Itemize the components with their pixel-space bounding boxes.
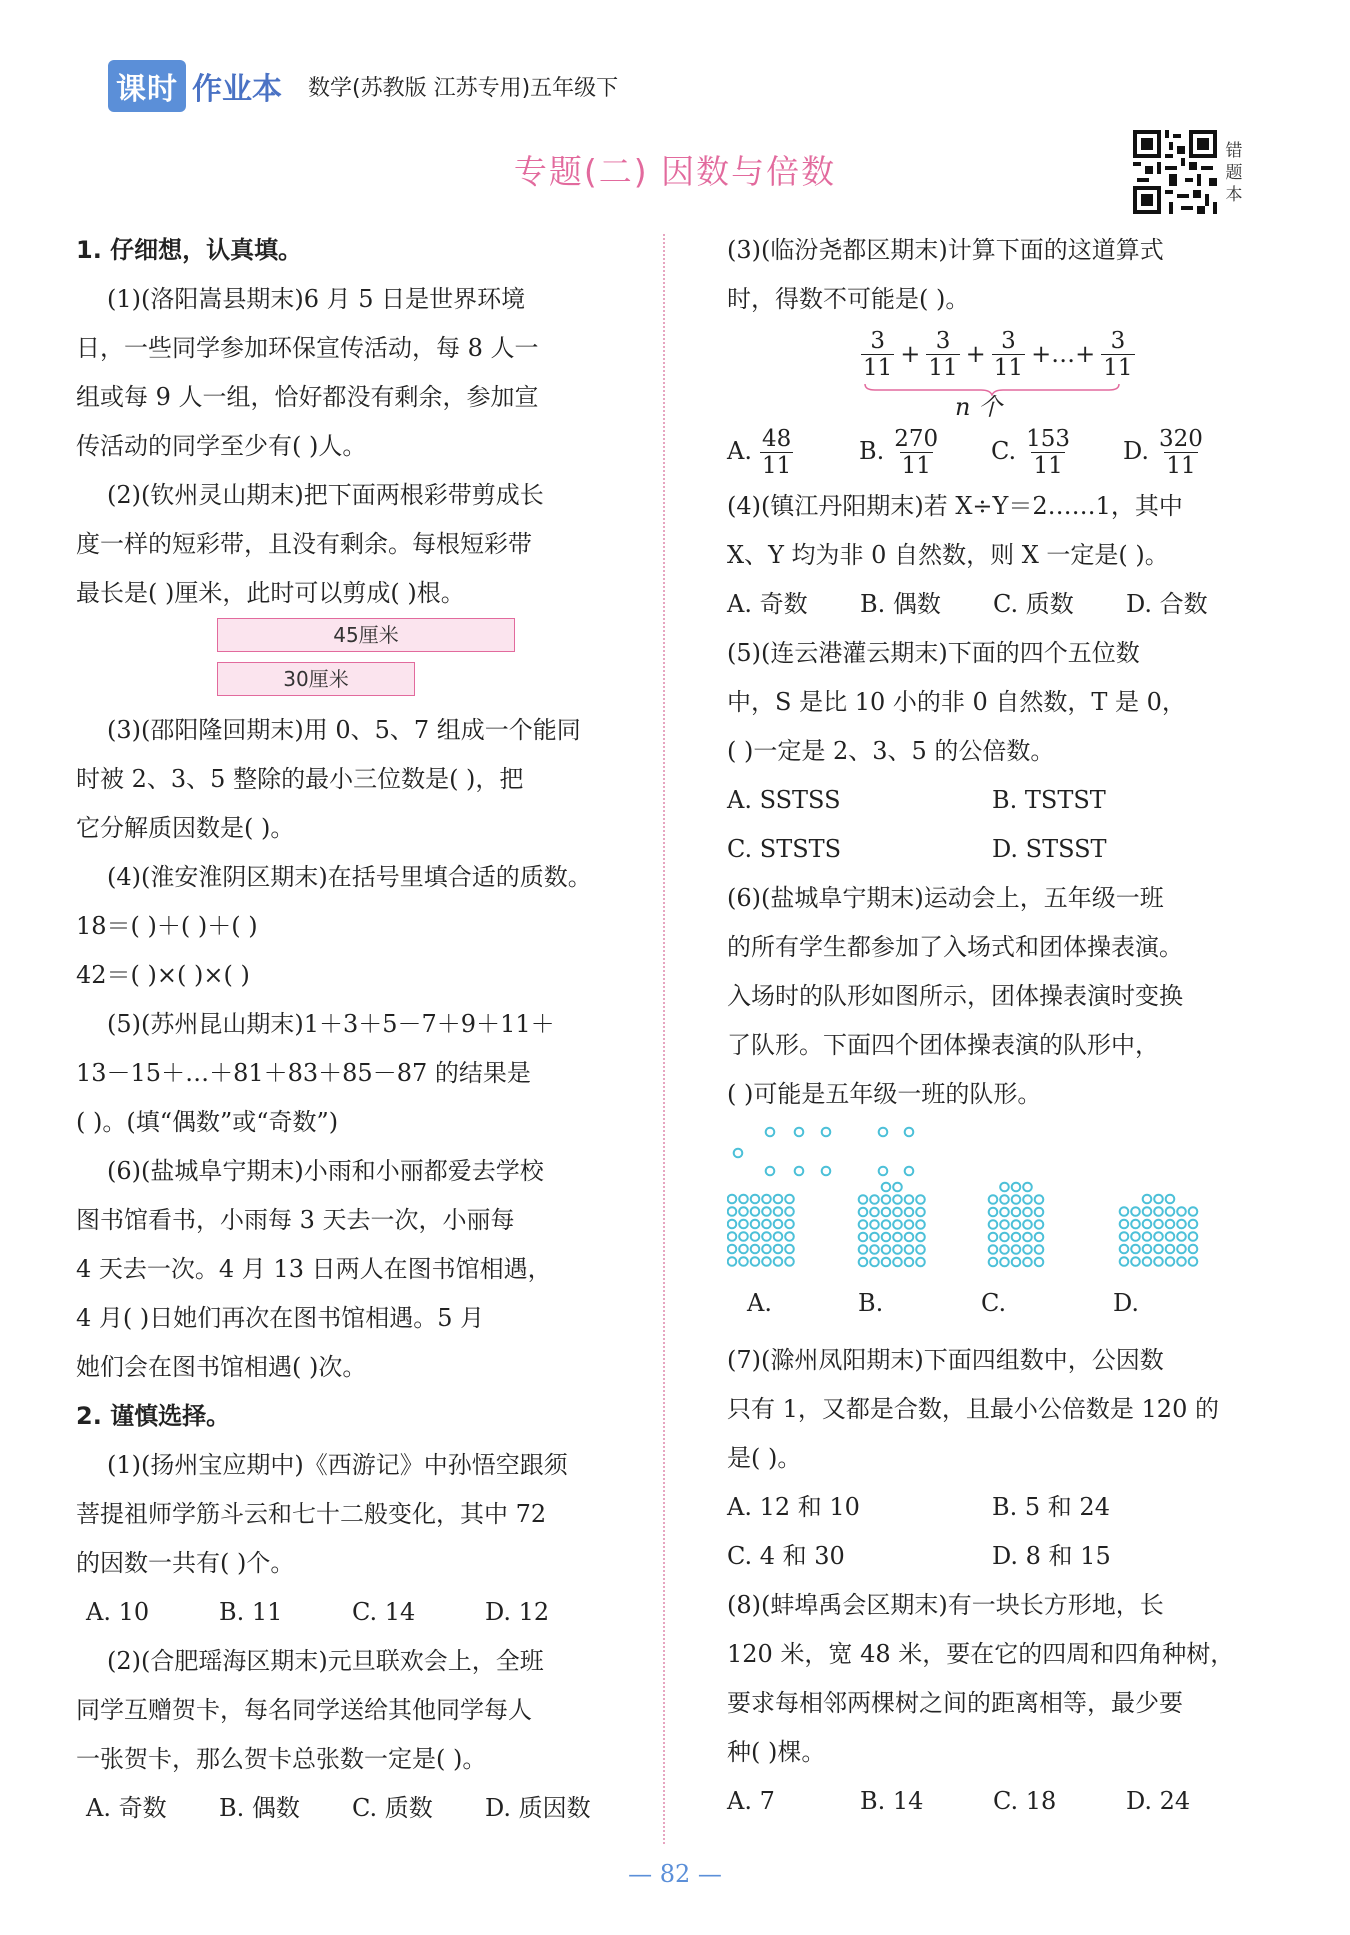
formation-dot: [1189, 1245, 1198, 1254]
formation-dot: [1143, 1220, 1152, 1229]
option-d[interactable]: D. 合数: [1126, 590, 1208, 618]
formation-dot: [916, 1245, 925, 1254]
question-line: 的所有学生都参加了入场式和团体操表演。: [727, 933, 1183, 961]
formation-dot: [859, 1220, 868, 1229]
formation-dot: [1035, 1220, 1044, 1229]
option-a[interactable]: C. 4 和 30: [727, 1542, 845, 1570]
formation-dot: [739, 1195, 748, 1204]
formation-dot: [766, 1128, 775, 1137]
formation-dot: [905, 1258, 914, 1267]
formation-dot: [1000, 1195, 1009, 1204]
formation-dot: [766, 1167, 775, 1176]
ribbon-bar: 30厘米: [217, 662, 415, 696]
formation-dot: [989, 1220, 998, 1229]
formation-dot: [1012, 1183, 1021, 1192]
formation-dot: [739, 1245, 748, 1254]
formation-dot: [882, 1245, 891, 1254]
fraction: $\frac{153}{11}$: [1026, 425, 1071, 479]
question-3-line: (3)(临汾尧都区期末)计算下面的这道算式: [727, 236, 1164, 264]
question-line: 度一样的短彩带，且没有剩余。每根短彩带: [76, 530, 532, 558]
formation-dot: [989, 1233, 998, 1242]
formation-dot: [774, 1232, 783, 1241]
question-line: 种( )棵。: [727, 1738, 826, 1766]
question-line: 日，一些同学参加环保宣传活动，每 8 人一: [76, 334, 539, 362]
formation-dot: [1012, 1195, 1021, 1204]
formation-dot: [774, 1207, 783, 1216]
formation-dot: [893, 1220, 902, 1229]
formation-dot: [1000, 1258, 1009, 1267]
question-3-line: 时，得数不可能是( )。: [727, 285, 970, 313]
formation-dot: [785, 1257, 794, 1266]
formation-dot: [1177, 1220, 1186, 1229]
formation-dot: [882, 1183, 891, 1192]
formation-dot: [1143, 1195, 1152, 1204]
qr-label: 错题本: [1225, 141, 1243, 205]
fraction-sum-expression: [727, 324, 1257, 422]
formation-dot: [1154, 1220, 1163, 1229]
fraction: $\frac{3}{11}$: [863, 328, 893, 381]
formation-dot: [1131, 1207, 1140, 1216]
formation-dot: [1035, 1233, 1044, 1242]
formation-dot: [1012, 1233, 1021, 1242]
formation-dot: [1143, 1207, 1152, 1216]
formation-dot: [1035, 1258, 1044, 1267]
formation-dot: [1000, 1245, 1009, 1254]
figure-label-b: B.: [858, 1289, 884, 1317]
figure-label-a: A.: [747, 1289, 772, 1317]
formation-dot: [762, 1220, 771, 1229]
formation-dot: [795, 1167, 804, 1176]
formation-dot: [893, 1208, 902, 1217]
question-line: 18＝( )＋( )＋( ): [76, 912, 258, 940]
question-line: ( )。(填“偶数”或“奇数”): [76, 1108, 339, 1136]
question-line: 要求每相邻两棵树之间的距离相等，最少要: [727, 1689, 1183, 1717]
formation-dot: [905, 1195, 914, 1204]
option-a[interactable]: A. SSTSS: [727, 786, 841, 814]
option-b[interactable]: B. TSTST: [992, 786, 1106, 814]
formation-dot: [728, 1207, 737, 1216]
question-line: 它分解质因数是( )。: [76, 814, 295, 842]
section-heading: 1. 仔细想，认真填。: [76, 236, 303, 264]
formation-dot: [734, 1149, 743, 1158]
formation-dot: [916, 1208, 925, 1217]
option-c[interactable]: C. 质数: [993, 590, 1074, 618]
n-count-label: n 个: [955, 393, 1003, 421]
option-a[interactable]: A. 10: [86, 1598, 150, 1626]
question-line: ( )一定是 2、3、5 的公倍数。: [727, 737, 1055, 765]
option-c[interactable]: C. 14: [352, 1598, 416, 1626]
formation-dot: [1189, 1257, 1198, 1266]
formation-dot: [905, 1167, 914, 1176]
option-a[interactable]: A. 7: [727, 1787, 775, 1815]
formation-dot: [859, 1233, 868, 1242]
formation-dot: [1120, 1245, 1129, 1254]
question-line: 4 天去一次。4 月 13 日两人在图书馆相遇，: [76, 1255, 552, 1283]
option-b[interactable]: B. 5 和 24: [992, 1493, 1110, 1521]
answer-options: [727, 1777, 1257, 1826]
formation-dot: [785, 1207, 794, 1216]
formation-dot: [1131, 1245, 1140, 1254]
page-number: — 82 —: [628, 1860, 722, 1888]
formation-dot: [1166, 1257, 1175, 1266]
formation-dot: [1154, 1232, 1163, 1241]
formation-dot: [916, 1220, 925, 1229]
formation-dot: [870, 1195, 879, 1204]
formation-dot: [785, 1232, 794, 1241]
formation-dot: [882, 1258, 891, 1267]
formation-dot: [751, 1232, 760, 1241]
formation-dot: [1177, 1232, 1186, 1241]
page-title: 专题(二) 因数与倍数: [513, 152, 837, 191]
formation-dot: [762, 1207, 771, 1216]
option-b[interactable]: B. 14: [860, 1787, 924, 1815]
formation-dot: [1000, 1233, 1009, 1242]
option-c[interactable]: C. 18: [993, 1787, 1057, 1815]
option-b[interactable]: B. $\frac{270}{11}$: [859, 425, 939, 479]
formation-dot: [1166, 1195, 1175, 1204]
question-line: 120 米，宽 48 米，要在它的四周和四角种树，: [727, 1640, 1235, 1668]
option-b[interactable]: D. STSST: [992, 835, 1107, 863]
option-d[interactable]: D. 12: [485, 1598, 550, 1626]
fraction: $\frac{3}{11}$: [1103, 328, 1133, 381]
option-a[interactable]: C. STSTS: [727, 835, 842, 863]
question-line: 同学互赠贺卡，每名同学送给其他同学每人: [76, 1696, 532, 1724]
option-b[interactable]: D. 8 和 15: [992, 1542, 1111, 1570]
question-line: (3)(邵阳隆回期末)用 0、5、7 组成一个能同: [107, 716, 581, 744]
question-3-options: [727, 422, 1257, 482]
option-a[interactable]: A. $\frac{48}{11}$: [727, 425, 792, 479]
formation-dot: [882, 1220, 891, 1229]
option-a[interactable]: A. 奇数: [727, 590, 808, 618]
formation-dot: [989, 1245, 998, 1254]
formation-dot: [870, 1245, 879, 1254]
question-line: (7)(滁州凤阳期末)下面四组数中，公因数: [727, 1346, 1164, 1374]
question-line: (6)(盐城阜宁期末)运动会上，五年级一班: [727, 884, 1164, 912]
formation-dot: [728, 1220, 737, 1229]
fraction: $\frac{3}{11}$: [993, 328, 1024, 381]
formation-dot: [1023, 1208, 1032, 1217]
answer-options: [76, 1588, 636, 1637]
book-info: 数学(苏教版 江苏专用)五年级下: [308, 75, 619, 101]
option-b[interactable]: B. 偶数: [219, 1794, 300, 1822]
formation-dot: [893, 1195, 902, 1204]
formation-dot: [1012, 1208, 1021, 1217]
formation-dot: [1012, 1245, 1021, 1254]
formation-dot: [989, 1258, 998, 1267]
option-c[interactable]: C. 质数: [352, 1794, 433, 1822]
question-line: 了队形。下面四个团体操表演的队形中，: [727, 1031, 1159, 1059]
formation-dot: [1000, 1183, 1009, 1192]
question-line: 时被 2、3、5 整除的最小三位数是( )，把: [76, 765, 524, 793]
question-line: ( )可能是五年级一班的队形。: [727, 1080, 1042, 1108]
formation-dot: [739, 1257, 748, 1266]
formation-dot: [1143, 1245, 1152, 1254]
ribbon-bar: 45厘米: [217, 618, 515, 652]
formation-dot: [1166, 1207, 1175, 1216]
formation-dot: [762, 1232, 771, 1241]
option-d[interactable]: D. 质因数: [485, 1794, 591, 1822]
formation-dot: [739, 1207, 748, 1216]
formation-dot: [1189, 1207, 1198, 1216]
formation-dot: [893, 1183, 902, 1192]
question-line: 只有 1，又都是合数，且最小公倍数是 120 的: [727, 1395, 1219, 1423]
answer-options: [727, 1532, 1257, 1581]
question-line: (2)(钦州灵山期末)把下面两根彩带剪成长: [107, 481, 544, 509]
question-line: 入场时的队形如图所示，团体操表演时变换: [727, 982, 1183, 1010]
formation-dot: [1012, 1220, 1021, 1229]
question-line: 图书馆看书，小雨每 3 天去一次，小丽每: [76, 1206, 515, 1234]
formation-dot: [916, 1258, 925, 1267]
answer-options: [727, 825, 1257, 874]
question-line: 4 月( )日她们再次在图书馆相遇。5 月: [76, 1304, 485, 1332]
figure-label-c: C.: [981, 1289, 1007, 1317]
formation-dot: [1166, 1232, 1175, 1241]
formation-dot: [762, 1257, 771, 1266]
question-line: (2)(合肥瑶海区期末)元旦联欢会上，全班: [107, 1647, 544, 1675]
formation-dot: [1120, 1220, 1129, 1229]
formation-dot: [1131, 1257, 1140, 1266]
formation-dot: [893, 1258, 902, 1267]
fraction: $\frac{320}{11}$: [1159, 425, 1203, 479]
formation-dot: [728, 1257, 737, 1266]
formation-dot: [1012, 1258, 1021, 1267]
question-line: (5)(连云港灌云期末)下面的四个五位数: [727, 639, 1140, 667]
formation-dot: [1189, 1220, 1198, 1229]
formation-dot: [893, 1233, 902, 1242]
formation-dot: [1177, 1245, 1186, 1254]
formation-dot: [1177, 1207, 1186, 1216]
option-a[interactable]: A. 奇数: [86, 1794, 167, 1822]
formation-dot: [905, 1128, 914, 1137]
formation-dot: [762, 1195, 771, 1204]
formation-dot: [989, 1195, 998, 1204]
formation-dot: [1120, 1257, 1129, 1266]
formation-dot: [774, 1195, 783, 1204]
question-line: 42＝( )×( )×( ): [76, 961, 250, 989]
formation-dot: [870, 1220, 879, 1229]
option-a[interactable]: A. 12 和 10: [727, 1493, 860, 1521]
formation-dot: [870, 1233, 879, 1242]
formation-dot: [1177, 1257, 1186, 1266]
left-column: [76, 226, 636, 1833]
formation-dot: [870, 1258, 879, 1267]
question-line: (1)(扬州宝应期中)《西游记》中孙悟空跟须: [107, 1451, 568, 1479]
formation-dot: [728, 1232, 737, 1241]
formation-dot: [905, 1208, 914, 1217]
question-line: (5)(苏州昆山期末)1＋3＋5－7＋9＋11＋: [107, 1010, 555, 1038]
header: [108, 60, 618, 112]
brand-name: 作业本: [192, 72, 282, 107]
answer-options: [76, 1784, 636, 1833]
formation-dot: [905, 1233, 914, 1242]
formation-dot: [859, 1245, 868, 1254]
question-line: 中，S 是比 10 小的非 0 自然数，T 是 0，: [727, 688, 1186, 716]
formation-dot: [774, 1257, 783, 1266]
formation-dot: [916, 1233, 925, 1242]
formation-dot: [870, 1208, 879, 1217]
formation-dot: [1023, 1245, 1032, 1254]
formation-dot: [1035, 1245, 1044, 1254]
formation-dot: [989, 1208, 998, 1217]
formation-dot: [1000, 1220, 1009, 1229]
option-b[interactable]: B. 偶数: [860, 590, 941, 618]
formation-dot: [1023, 1233, 1032, 1242]
question-line: 13－15＋…＋81＋83＋85－87 的结果是: [76, 1059, 531, 1087]
fraction: $\frac{3}{11}$: [928, 328, 958, 381]
formation-dot: [1023, 1183, 1032, 1192]
question-line: (8)(蚌埠禹会区期末)有一块长方形地，长: [727, 1591, 1164, 1619]
formation-dot: [822, 1167, 831, 1176]
formation-dot: [1154, 1195, 1163, 1204]
question-line: 一张贺卡，那么贺卡总张数一定是( )。: [76, 1745, 487, 1773]
formation-dot: [859, 1208, 868, 1217]
right-column: [727, 226, 1257, 1826]
formation-dot: [1166, 1245, 1175, 1254]
option-d[interactable]: D. 24: [1126, 1787, 1191, 1815]
formation-dot: [1131, 1232, 1140, 1241]
formation-dot: [905, 1245, 914, 1254]
formation-dot: [882, 1195, 891, 1204]
formation-dot: [859, 1258, 868, 1267]
formation-dot: [1023, 1220, 1032, 1229]
formation-dot: [1000, 1208, 1009, 1217]
question-line: (4)(淮安淮阴区期末)在括号里填合适的质数。: [107, 863, 592, 891]
formation-dot: [1166, 1220, 1175, 1229]
brand-logo: 课时: [108, 60, 186, 112]
fraction: $\frac{270}{11}$: [894, 425, 939, 479]
question-line: (1)(洛阳嵩县期末)6 月 5 日是世界环境: [107, 285, 526, 313]
formation-dot: [882, 1233, 891, 1242]
formation-dot: [1023, 1195, 1032, 1204]
question-line: 菩提祖师学筋斗云和七十二般变化，其中 72: [76, 1500, 547, 1528]
operator: +…+: [1031, 340, 1096, 368]
formation-dot: [762, 1245, 771, 1254]
option-d[interactable]: D. $\frac{320}{11}$: [1123, 425, 1203, 479]
formation-dot: [739, 1232, 748, 1241]
question-line: 组或每 9 人一组，恰好都没有剩余，参加宣: [76, 383, 539, 411]
question-line: 的因数一共有( )个。: [76, 1549, 295, 1577]
formation-dot: [893, 1245, 902, 1254]
formation-dot: [774, 1220, 783, 1229]
qr-code-icon: [1133, 130, 1217, 214]
question-line: 是( )。: [727, 1444, 802, 1472]
formation-dot: [728, 1245, 737, 1254]
formation-dot: [751, 1220, 760, 1229]
formation-dot: [859, 1195, 868, 1204]
formation-dot: [1120, 1207, 1129, 1216]
formation-dot: [1154, 1257, 1163, 1266]
formation-dot: [1143, 1232, 1152, 1241]
question-line: (4)(镇江丹阳期末)若 X÷Y＝2……1，其中: [727, 492, 1183, 520]
formation-dot: [785, 1245, 794, 1254]
formation-dot: [1120, 1232, 1129, 1241]
formation-diagram: [727, 1119, 1257, 1319]
formation-dot: [785, 1220, 794, 1229]
option-c[interactable]: C. $\frac{153}{11}$: [991, 425, 1071, 479]
formation-dot: [1154, 1207, 1163, 1216]
column-divider: [663, 234, 665, 1844]
formation-dot: [795, 1128, 804, 1137]
formation-dot: [739, 1220, 748, 1229]
operator: +: [900, 340, 921, 368]
formation-dot: [822, 1128, 831, 1137]
question-line: (6)(盐城阜宁期末)小雨和小丽都爱去学校: [107, 1157, 544, 1185]
question-line: X、Y 均为非 0 自然数，则 X 一定是( )。: [727, 541, 1169, 569]
formation-dot: [728, 1195, 737, 1204]
formation-dot: [882, 1208, 891, 1217]
formation-dot: [879, 1128, 888, 1137]
formation-dot: [1189, 1232, 1198, 1241]
question-line: 最长是( )厘米，此时可以剪成( )根。: [76, 579, 465, 607]
formation-dot: [1154, 1245, 1163, 1254]
question-line: 她们会在图书馆相遇( )次。: [76, 1353, 367, 1381]
formation-dot: [1131, 1220, 1140, 1229]
formation-dot: [879, 1167, 888, 1176]
formation-dot: [916, 1195, 925, 1204]
formation-dot: [751, 1245, 760, 1254]
formation-dot: [751, 1195, 760, 1204]
operator: +: [965, 340, 986, 368]
answer-options: [727, 1483, 1257, 1532]
formation-dot: [774, 1245, 783, 1254]
formation-dot: [1023, 1258, 1032, 1267]
section-heading: 2. 谨慎选择。: [76, 1402, 231, 1430]
question-line: 传活动的同学至少有( )人。: [76, 432, 367, 460]
fraction: $\frac{48}{11}$: [761, 425, 792, 479]
option-b[interactable]: B. 11: [219, 1598, 283, 1626]
answer-options: [727, 580, 1257, 629]
formation-dot: [751, 1207, 760, 1216]
formation-dot: [905, 1220, 914, 1229]
formation-dot: [1035, 1208, 1044, 1217]
figure-label-d: D.: [1113, 1289, 1140, 1317]
formation-dot: [1035, 1195, 1044, 1204]
answer-options: [727, 776, 1257, 825]
formation-dot: [751, 1257, 760, 1266]
formation-dot: [1143, 1257, 1152, 1266]
formation-dot: [785, 1195, 794, 1204]
